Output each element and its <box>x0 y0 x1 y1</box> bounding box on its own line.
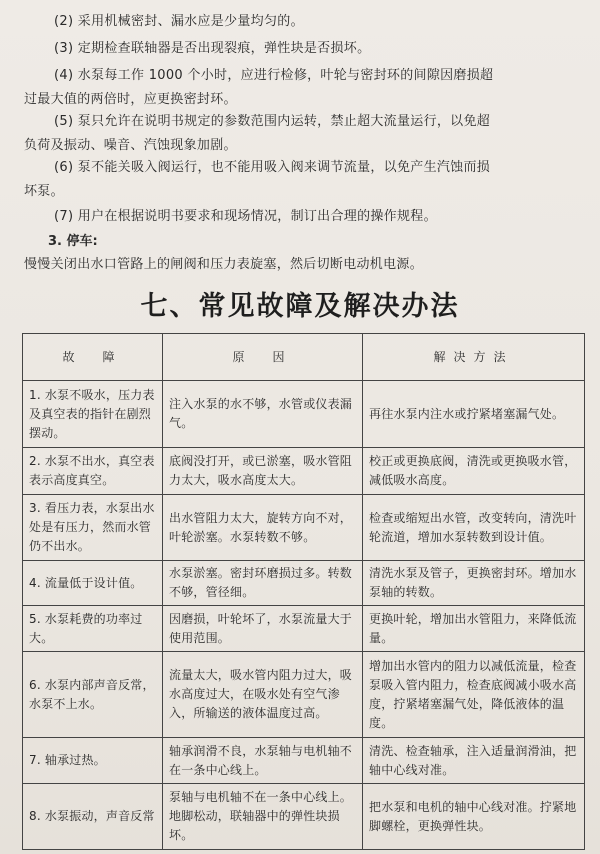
table-row <box>23 381 585 448</box>
intro-item-5: (5) 泵只允许在说明书规定的参数范围内运转，禁止超大流量运行，以免超 负荷及振动、噪音、汽蚀现象加剧。 <box>24 114 491 153</box>
table-row <box>23 448 585 495</box>
fault-cell: 4. 流量低于设计值。 <box>23 561 163 606</box>
stop-text: 慢慢关闭出水口管路上的闸阀和压力表旋塞，然后切断电动机电源。 <box>24 257 424 272</box>
cause-cell: 水泵淤塞。密封环磨损过多。转数不够，管径细。 <box>163 561 363 606</box>
fault-cell: 8. 水泵振动，声音反常 <box>23 784 163 850</box>
solution-cell: 检查或缩短出水管，改变转向，清洗叶轮流道，增加水泵转数到设计值。 <box>363 495 585 561</box>
solution-cell: 增加出水管内的阻力以减低流量，检查泵吸入管内阻力，检查底阀减小吸水高度，拧紧堵塞漏气处，降低液体的温度。 <box>363 652 585 738</box>
intro-item-2: (2) 采用机械密封、漏水应是少量均匀的。 <box>54 14 304 29</box>
cause-cell: 流量太大，吸水管内阻力过大，吸水高度过大，在吸水处有空气渗入，所输送的液体温度过高。 <box>163 652 363 738</box>
table-row <box>23 784 585 850</box>
cause-cell: 出水管阻力太大，旋转方向不对，叶轮淤塞。水泵转数不够。 <box>163 495 363 561</box>
table-row <box>23 561 585 606</box>
table-row <box>23 606 585 652</box>
cause-cell: 泵轴与电机轴不在一条中心线上。地脚松动，联轴器中的弹性块损坏。 <box>163 784 363 850</box>
solution-cell: 把水泵和电机的轴中心线对准。拧紧地脚螺栓，更换弹性块。 <box>363 784 585 850</box>
solution-cell: 清洗、检查轴承，注入适量润滑油，把轴中心线对准。 <box>363 738 585 784</box>
solution-cell: 再往水泵内注水或拧紧堵塞漏气处。 <box>363 381 585 448</box>
table-row <box>23 652 585 738</box>
solution-cell: 清洗水泵及管子，更换密封环。增加水泵轴的转数。 <box>363 561 585 606</box>
header-solution: 解决方法 <box>363 334 585 381</box>
fault-cell: 2. 水泵不出水，真空表表示高度真空。 <box>23 448 163 495</box>
fault-cell: 1. 水泵不吸水，压力表及真空表的指针在剧烈摆动。 <box>23 381 163 448</box>
fault-cell: 3. 看压力表，水泵出水处是有压力，然而水管仍不出水。 <box>23 495 163 561</box>
cause-cell: 轴承润滑不良，水泵轴与电机轴不在一条中心线上。 <box>163 738 363 784</box>
fault-table <box>22 333 585 850</box>
header-fault: 故 障 <box>23 334 163 381</box>
cause-cell: 因磨损，叶轮坏了，水泵流量大于使用范围。 <box>163 606 363 652</box>
intro-item-7: (7) 用户在根据说明书要求和现场情况，制订出合理的操作规程。 <box>54 209 437 224</box>
fault-cell: 5. 水泵耗费的功率过大。 <box>23 606 163 652</box>
intro-item-6: (6) 泵不能关吸入阀运行，也不能用吸入阀来调节流量，以免产生汽蚀而损 坏泵。 <box>24 160 491 199</box>
cause-cell: 注入水泵的水不够，水管或仪表漏气。 <box>163 381 363 448</box>
fault-cell: 6. 水泵内部声音反常，水泵不上水。 <box>23 652 163 738</box>
section-title: 七、常见故障及解决办法 <box>140 291 460 322</box>
intro-item-4: (4) 水泵每工作 1000 个小时，应进行检修，叶轮与密封环的间隙因磨损超 过最大值的两倍时，应更换密封环。 <box>24 68 494 107</box>
cause-cell: 底阀没打开，或已淤塞，吸水管阻力太大，吸水高度太大。 <box>163 448 363 495</box>
header-cause: 原 因 <box>163 334 363 381</box>
stop-heading: 3. 停车: <box>48 234 98 249</box>
solution-cell: 更换叶轮，增加出水管阻力，来降低流量。 <box>363 606 585 652</box>
table-row <box>23 738 585 784</box>
solution-cell: 校正或更换底阀，清洗或更换吸水管，减低吸水高度。 <box>363 448 585 495</box>
fault-cell: 7. 轴承过热。 <box>23 738 163 784</box>
table-header-row <box>23 334 585 381</box>
table-row <box>23 495 585 561</box>
intro-item-3: (3) 定期检查联轴器是否出现裂痕，弹性块是否损坏。 <box>54 41 371 56</box>
